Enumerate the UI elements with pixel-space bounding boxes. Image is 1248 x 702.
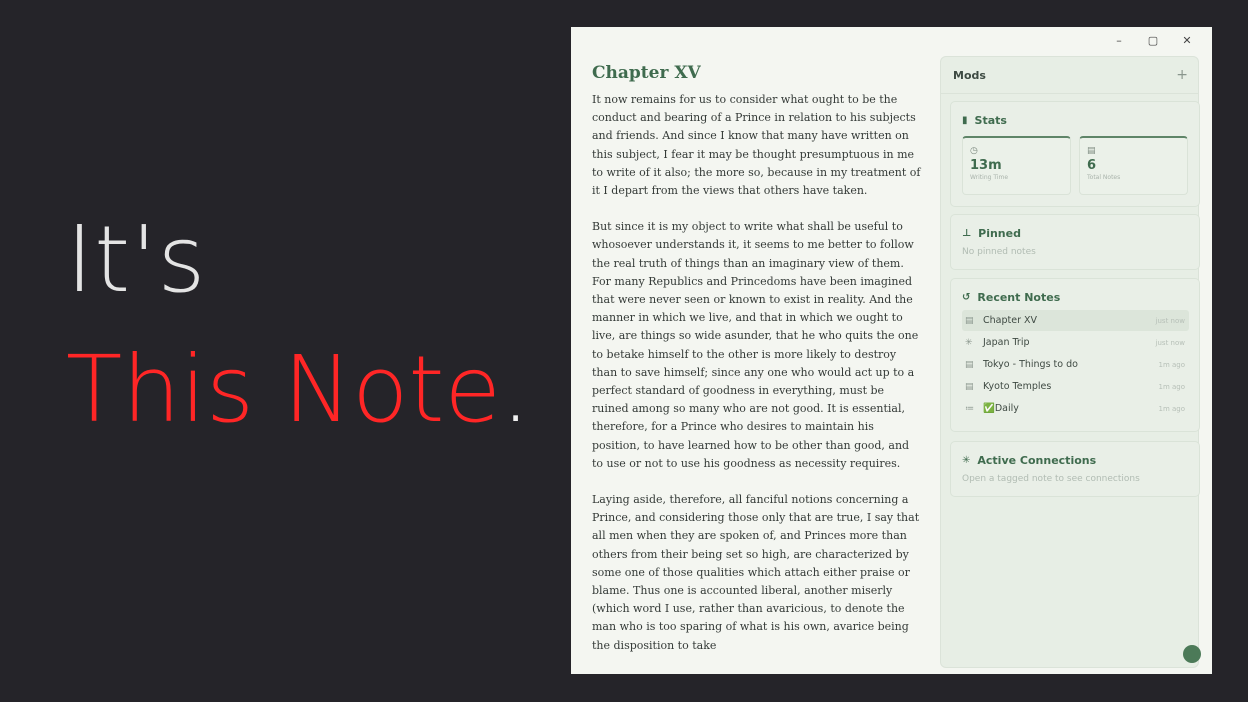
status-dot-button[interactable] [1183,645,1201,663]
stat-writing-time [962,136,1071,195]
recent-note-item[interactable] [962,354,1189,375]
recent-note-name: Tokyo - Things to do [983,359,1078,370]
recent-notes-card [950,278,1200,432]
bar-chart-icon: ▮ [962,115,968,126]
promo-period: . [501,336,531,443]
promo-text [66,205,530,445]
pinned-title: Pinned [978,227,1021,240]
asterisk-icon: ✳ [965,337,973,348]
add-mod-button[interactable]: + [1176,67,1188,83]
promo-line-2 [66,335,530,445]
recent-title: Recent Notes [977,291,1061,304]
paragraph[interactable]: But since it is my object to write what shall be useful to whosoever understands it, it seems to me better to follow the real truth of things than an imaginary view of them. For many Republics and Princedoms have been imagined that were never seen or known to exist in reality. And the manner in which we live, and that in which we ought to live, are things so wide asunder, that he who quits the one to betake himself to the other is more likely to destroy than to save himself; since any one who would act up to a perfect standard of goodness in everything, must be ruined among so many who are not good. It is essential, therefore, for a Prince who desires to maintain his position, to have learned how to be other than good, and to use or not to use his goodness as necessity requires. [592,220,919,470]
note-editor[interactable] [592,61,922,652]
clock-icon: ◷ [970,146,978,156]
paragraph[interactable]: Laying aside, therefore, all fanciful notions concerning a Prince, and considering those only that are true, I say that all men when they are spoken of, and Princes more than others from their being set so high, are characterized by some one of those qualities which attach either praise or blame. Thus one is accounted liberal, another miserly (which word I use, rather than avaricious, to denote the man who is too sparing of what is his own, avarice being the disposition to take [592,493,920,652]
recent-note-item[interactable] [962,332,1189,353]
recent-note-item[interactable] [962,310,1189,331]
pinned-header [951,215,1199,240]
recent-note-name: ✅Daily [983,403,1019,414]
pinned-empty-text: No pinned notes [962,247,1036,257]
stats-header [951,102,1199,127]
recent-note-name: Kyoto Temples [983,381,1052,392]
active-connections-card [950,441,1200,497]
checklist-icon: ≔ [965,403,974,414]
stats-title: Stats [974,114,1007,127]
panel-title: Mods [953,68,986,82]
panel-header [941,57,1198,94]
document-icon: ▤ [1087,146,1096,156]
stats-card [950,101,1200,207]
recent-note-time: just now [1155,338,1185,347]
app-window [571,27,1212,674]
stat-label: Writing Time [970,174,1009,181]
connections-header [951,442,1199,467]
mods-panel [940,56,1199,668]
recent-note-time: 1m ago [1158,360,1185,369]
promo-line-1: It's [66,206,207,313]
connections-title: Active Connections [977,454,1097,467]
connections-empty-text: Open a tagged note to see connections [962,474,1140,484]
pin-icon: ⊥ [962,228,972,239]
recent-note-name: Japan Trip [983,337,1030,348]
history-icon: ↺ [962,292,971,303]
window-controls [1102,31,1204,49]
stat-total-notes [1079,136,1188,195]
asterisk-icon: ✳ [962,455,971,466]
document-icon: ▤ [965,359,974,370]
recent-notes-list [951,304,1199,419]
stat-label: Total Notes [1087,174,1121,181]
recent-note-time: 1m ago [1158,404,1185,413]
pinned-card [950,214,1200,270]
recent-header [951,279,1199,304]
promo-line-2-text: This Note [66,336,502,443]
stats-row [951,127,1199,195]
recent-note-item[interactable] [962,376,1189,397]
note-title[interactable]: Chapter XV [592,63,701,83]
recent-note-name: Chapter XV [983,315,1038,326]
stat-value: 6 [1087,158,1097,173]
document-icon: ▤ [965,315,974,326]
paragraph[interactable]: It now remains for us to consider what ought to be the conduct and bearing of a Prince in relation to his subjects and friends. And since I know that many have written on this subject, I fear it may be thought presumptuous in me to write of it also; the more so, because in my treatment of it I depart from the views that others have taken. [592,93,921,198]
recent-note-time: just now [1155,316,1185,325]
stat-value: 13m [970,158,1002,173]
minimize-button[interactable]: – [1116,33,1122,47]
document-icon: ▤ [965,381,974,392]
recent-note-item[interactable] [962,398,1189,419]
maximize-button[interactable]: ▢ [1147,33,1159,47]
close-button[interactable]: ✕ [1182,33,1192,47]
recent-note-time: 1m ago [1158,382,1185,391]
